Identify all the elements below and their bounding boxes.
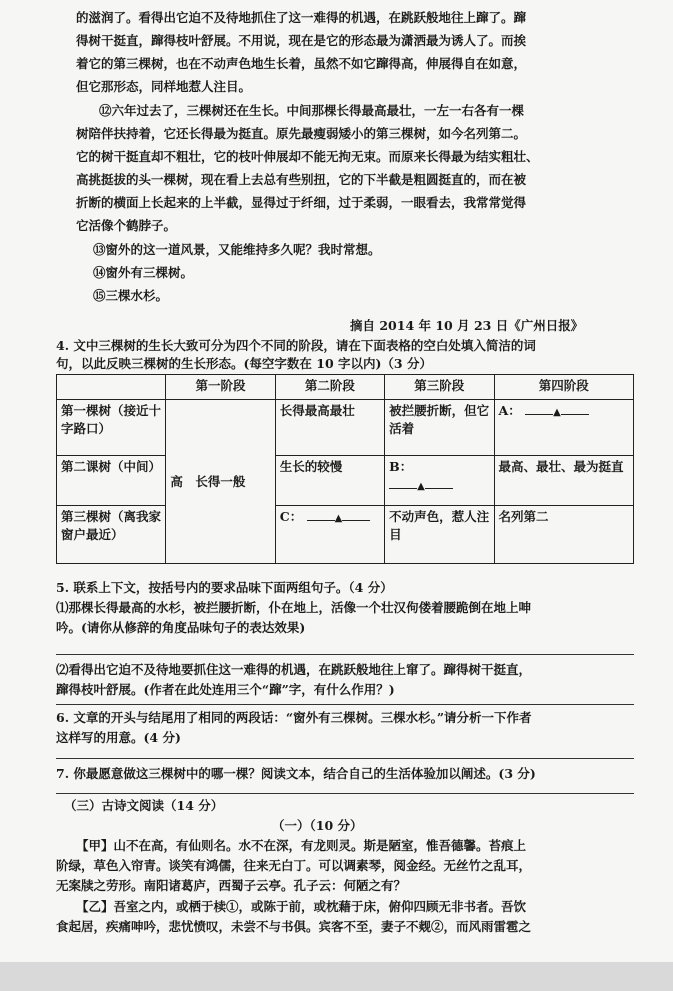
passage-line: 树陪伴扶持着，它还长得最为挺直。原先最瘦弱矮小的第三棵树，如今名列第二。 xyxy=(76,126,527,141)
answer-line[interactable] xyxy=(56,704,634,705)
passage-line: ⑮三棵水杉。 xyxy=(93,288,169,303)
classical-text-line: 无案牍之劳形。南阳诸葛庐，西蜀子云亭。孔子云：何陋之有？ xyxy=(56,878,407,893)
passage-line: 的滋润了。看得出它迫不及待地抓住了这一难得的机遇，在跳跃般地往上蹿了。蹿 xyxy=(76,10,527,25)
tree-cell: 第二课树（中间） xyxy=(57,456,166,506)
q4-prompt: 4. 文中三棵树的生长大致可分为四个不同的阶段，请在下面表格的空白处填入简洁的词 xyxy=(56,338,536,353)
q6-prompt: 6. 文章的开头与结尾用了相同的两段话：“窗外有三棵树。三棵水杉。”请分析一下作者 xyxy=(56,710,532,725)
header-cell: 第四阶段 xyxy=(494,375,634,400)
stage2-cell: 生长的较慢 xyxy=(275,456,384,506)
blank-label: B： xyxy=(389,459,413,474)
passage-line: 它活像个鹤脖子。 xyxy=(76,218,177,233)
passage-line: ⑫六年过去了，三棵树还在生长。中间那棵长得最高最壮，一左一右各有一棵 xyxy=(99,103,525,118)
passage-line: 着它的第三棵树，也在不动声色地生长着，虽然不如它蹿得高，伸展得自在如意， xyxy=(76,56,527,71)
stage3-answer-cell[interactable] xyxy=(385,456,494,506)
passage-line: 高挑挺拔的头一棵树，现在看上去总有些别扭，它的下半截是粗圆挺直的，而在被 xyxy=(76,172,527,187)
q5-title: 5. 联系上下文，按括号内的要求品味下面两组句子。（4 分） xyxy=(56,580,393,595)
passage-line: ⑭窗外有三棵树。 xyxy=(93,265,194,280)
stage1-cell: 高 长得一般 xyxy=(166,400,275,564)
stage3-cell: 被拦腰折断，但它活着 xyxy=(385,400,494,456)
header-cell xyxy=(57,375,166,400)
tree-cell: 第一棵树（接近十字路口） xyxy=(57,400,166,456)
table-row xyxy=(57,506,634,564)
header-cell: 第三阶段 xyxy=(385,375,494,400)
stage4-cell: 名列第二 xyxy=(494,506,634,564)
classical-text-line: 【乙】吾室之内，或栖于椟①，或陈于前，或枕藉于床，俯仰四顾无非书者。吾饮 xyxy=(76,899,527,914)
table-row xyxy=(57,456,634,506)
q5-sentence: 吟。(请你从修辞的角度品味句子的表达效果) xyxy=(56,620,306,635)
passage-line: 它的树干挺直却不粗壮，它的枝叶伸展却不能无拘无束。而原来长得最为结实粗壮、 xyxy=(76,149,539,164)
passage-line: ⑬窗外的这一道风景，又能维持多久呢？我时常想。 xyxy=(93,242,381,257)
q7-prompt: 7. 你最愿意做这三棵树中的哪一棵？阅读文本，结合自己的生活体验加以阐述。(3 分) xyxy=(56,766,536,781)
stage3-cell: 不动声色，惹人注目 xyxy=(385,506,494,564)
passage-line: 但它那形态，同样地惹人注目。 xyxy=(76,79,252,94)
tree-cell: 第三棵树（离我家窗户最近） xyxy=(57,506,166,564)
table-header-row xyxy=(57,375,634,400)
stage4-answer-cell[interactable] xyxy=(494,400,634,456)
passage-line: 得树干挺直，蹿得枝叶舒展。不用说，现在是它的形态最为潇洒最为诱人了。而挨 xyxy=(76,33,527,48)
q5-sentence: 蹿得枝叶舒展。(作者在此处连用三个“蹿”字，有什么作用？) xyxy=(56,682,395,697)
q6-prompt: 这样写的用意。(4 分) xyxy=(56,730,181,745)
section-subtitle: （一）（10 分） xyxy=(272,818,363,833)
header-cell: 第二阶段 xyxy=(275,375,384,400)
triangle-icon: ▲ xyxy=(417,481,425,492)
classical-text-line: 食起居，疾痛呻吟，悲忧愤叹，未尝不与书俱。宾客不至，妻子不觌②，而风雨雷雹之 xyxy=(56,919,532,934)
passage-source: 摘自 2014 年 10 月 23 日《广州日报》 xyxy=(350,318,584,333)
q5-sentence: ⑵看得出它迫不及待地要抓住这一难得的机遇，在跳跃般地往上窜了。蹿得树干挺直， xyxy=(56,662,532,677)
triangle-icon: ▲ xyxy=(553,407,561,418)
answer-line[interactable] xyxy=(56,793,634,794)
answer-line[interactable] xyxy=(56,654,634,655)
header-cell: 第一阶段 xyxy=(166,375,275,400)
classical-text-line: 阶绿，草色入帘青。谈笑有鸿儒，往来无白丁。可以调素琴，阅金经。无丝竹之乱耳， xyxy=(56,858,532,873)
table-row xyxy=(57,400,634,456)
stage2-cell: 长得最高最壮 xyxy=(275,400,384,456)
stage2-answer-cell[interactable] xyxy=(275,506,384,564)
answer-line[interactable] xyxy=(56,758,634,759)
section-title: （三）古诗文阅读（14 分） xyxy=(64,798,224,813)
q4-prompt: 句，以此反映三棵树的生长形态。(每空字数在 10 字以内)（3 分） xyxy=(56,356,432,371)
passage-line: 折断的横面上长起来的上半截，显得过于纤细，过于柔弱，一眼看去，我常常觉得 xyxy=(76,195,527,210)
blank-label: C： xyxy=(279,509,303,524)
q5-sentence: ⑴那棵长得最高的水杉，被拦腰折断，仆在地上，活像一个壮汉佝偻着腰跪倒在地上呻 xyxy=(56,600,532,615)
triangle-icon: ▲ xyxy=(334,513,343,524)
blank-label: A： xyxy=(498,403,521,418)
stage-table xyxy=(56,374,634,564)
stage4-cell: 最高、最壮、最为挺直 xyxy=(494,456,634,506)
classical-text-line: 【甲】山不在高，有仙则名。水不在深，有龙则灵。斯是陋室，惟吾德馨。苔痕上 xyxy=(76,838,527,853)
